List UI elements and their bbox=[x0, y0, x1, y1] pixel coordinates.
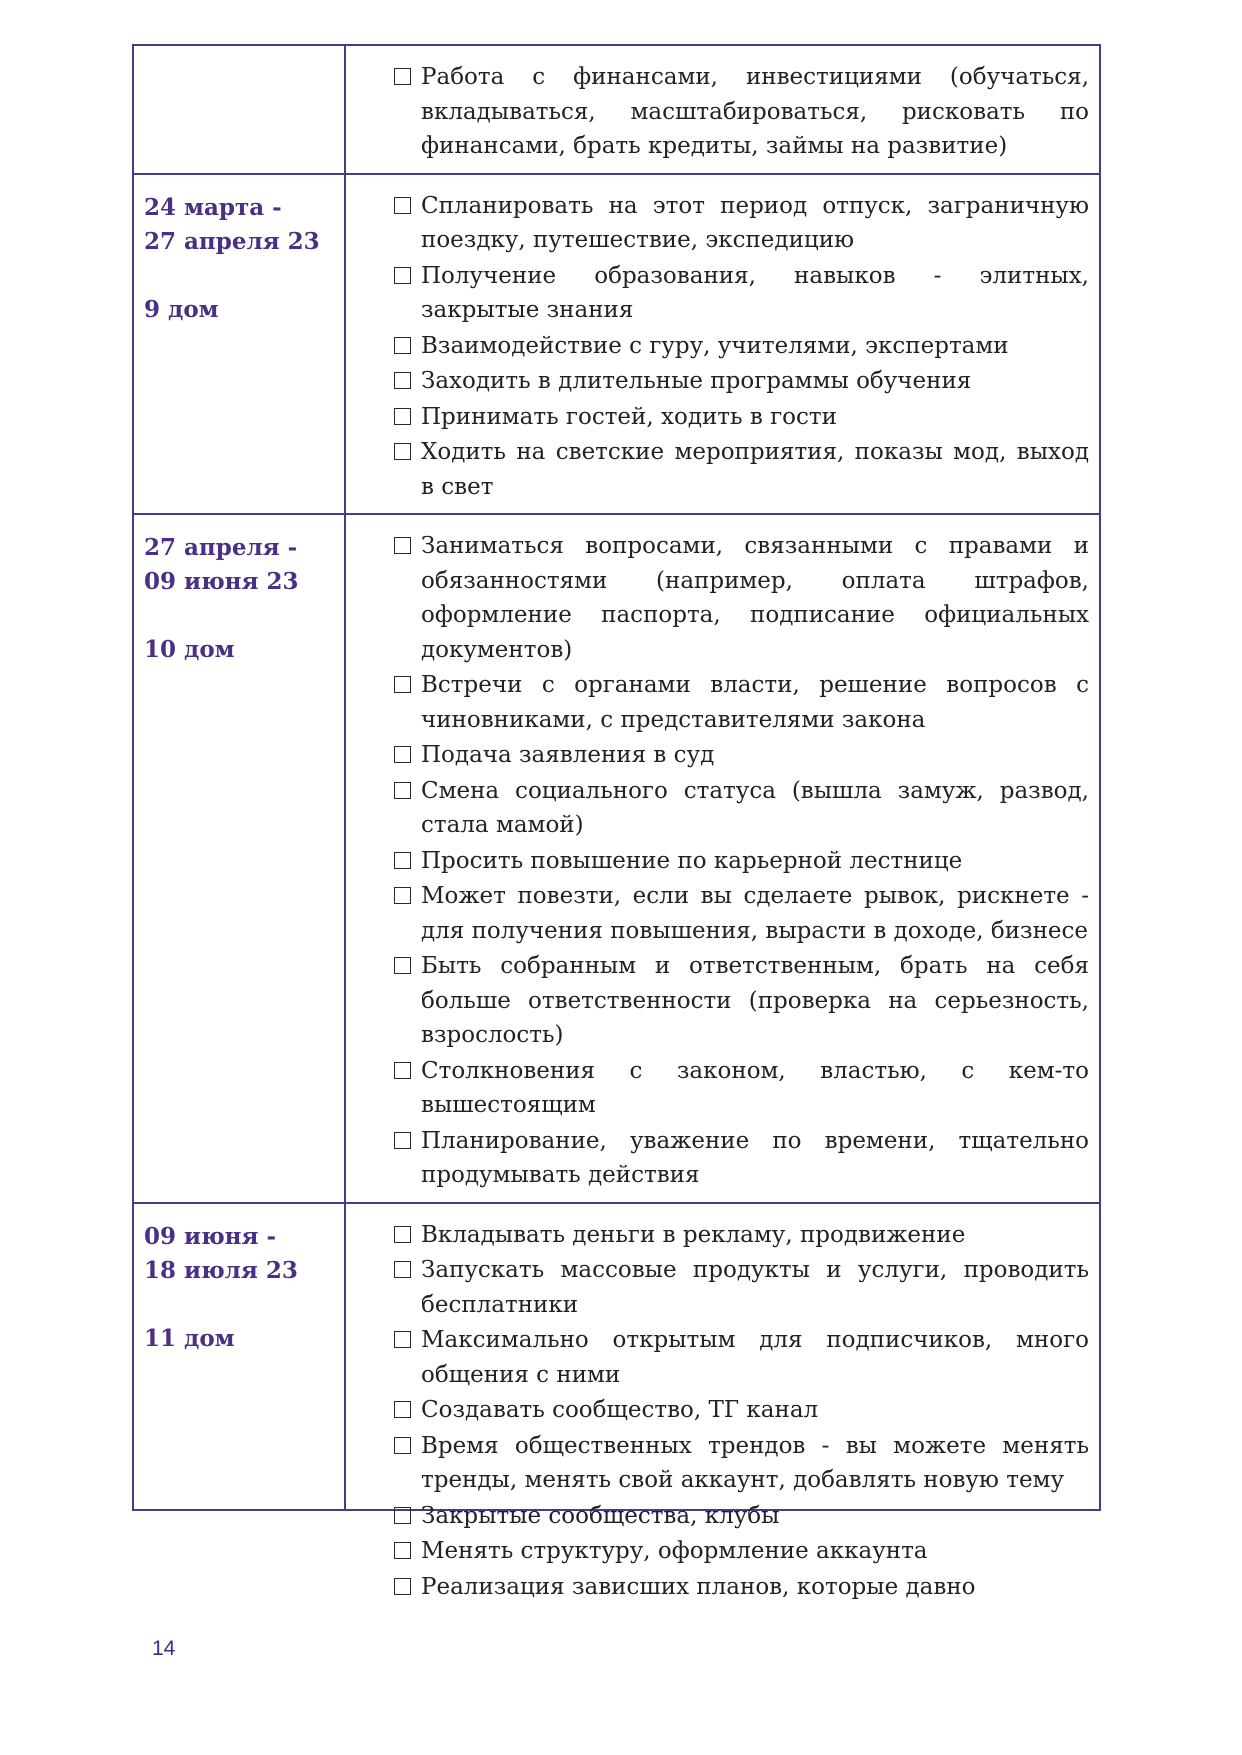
task-text: Спланировать на этот период отпуск, заграничную поездку, путешествие, экспедицию bbox=[421, 192, 1089, 253]
task-item bbox=[394, 774, 1089, 843]
task-text: Быть собранным и ответственным, брать на себя больше ответственности (проверка на серьезность, взрослость) bbox=[421, 953, 1089, 1048]
task-item bbox=[394, 668, 1089, 737]
task-item bbox=[394, 879, 1089, 948]
house-label: 9 дом bbox=[144, 295, 219, 323]
task-item bbox=[394, 529, 1089, 667]
task-text: Получение образования, навыков - элитных, закрытые знания bbox=[421, 262, 1089, 323]
period-start: 09 июня - bbox=[144, 1222, 277, 1250]
schedule-table bbox=[132, 44, 1101, 1600]
checkbox-icon[interactable] bbox=[394, 1261, 411, 1278]
task-item bbox=[394, 1499, 1089, 1534]
task-item bbox=[394, 949, 1089, 1053]
task-item bbox=[394, 738, 1089, 773]
task-text: Планирование, уважение по времени, тщательно продумывать действия bbox=[421, 1127, 1089, 1188]
period-cell bbox=[133, 1203, 345, 1511]
house-label: 10 дом bbox=[144, 636, 235, 663]
checkbox-icon[interactable] bbox=[394, 1226, 411, 1243]
tasks-cell bbox=[345, 514, 1100, 1203]
checkbox-icon[interactable] bbox=[394, 1578, 411, 1595]
task-item bbox=[394, 329, 1089, 364]
task-item bbox=[394, 1218, 1089, 1253]
checkbox-icon[interactable] bbox=[394, 443, 411, 460]
checkbox-icon[interactable] bbox=[394, 1401, 411, 1418]
task-text: Менять структуру, оформление аккаунта bbox=[421, 1538, 928, 1564]
task-item bbox=[394, 1534, 1089, 1569]
checkbox-icon[interactable] bbox=[394, 676, 411, 693]
task-item bbox=[394, 1124, 1089, 1193]
task-item bbox=[394, 60, 1089, 164]
schedule-row bbox=[133, 1203, 1100, 1511]
task-text: Закрытые сообщества, клубы bbox=[421, 1502, 780, 1529]
period-start: 24 марта - bbox=[144, 193, 282, 221]
tasks-cell bbox=[345, 1203, 1100, 1600]
task-item bbox=[394, 189, 1089, 258]
schedule-row bbox=[133, 45, 1100, 174]
task-text: Работа с финансами, инвестициями (обучаться, вкладываться, масштабироваться, рисковать по финансами, брать кредиты, займы на развитие) bbox=[421, 64, 1089, 159]
task-text: Может повезти, если вы сделаете рывок, рискнете - для получения повышения, вырасти в доходе, бизнесе bbox=[421, 883, 1089, 944]
page-number: 14 bbox=[152, 1637, 176, 1660]
task-text: Запускать массовые продукты и услуги, проводить бесплатники bbox=[421, 1257, 1089, 1318]
period-end: 18 июля 23 bbox=[144, 1256, 298, 1284]
period-end: 09 июня 23 bbox=[144, 568, 299, 595]
task-item bbox=[394, 844, 1089, 879]
task-text: Взаимодействие с гуру, учителями, экспертами bbox=[421, 332, 1009, 359]
task-text: Заниматься вопросами, связанными с правами и обязанностями (например, оплата штрафов, оформление паспорта, подписание официальных документов) bbox=[421, 533, 1089, 663]
checkbox-icon[interactable] bbox=[394, 1437, 411, 1454]
period-start: 27 апреля - bbox=[144, 534, 298, 561]
checkbox-icon[interactable] bbox=[394, 337, 411, 354]
task-text: Просить повышение по карьерной лестнице bbox=[421, 847, 963, 874]
task-item bbox=[394, 1323, 1089, 1392]
schedule-row bbox=[133, 174, 1100, 515]
house-label: 11 дом bbox=[144, 1324, 235, 1352]
task-item bbox=[394, 259, 1089, 328]
task-text: Встречи с органами власти, решение вопросов с чиновниками, с представителями закона bbox=[421, 672, 1089, 733]
task-text: Принимать гостей, ходить в гости bbox=[421, 403, 837, 430]
tasks-cell bbox=[345, 45, 1100, 174]
schedule-table-body bbox=[133, 45, 1100, 1600]
checkbox-icon[interactable] bbox=[394, 957, 411, 974]
task-item bbox=[394, 1429, 1089, 1498]
checkbox-icon[interactable] bbox=[394, 1062, 411, 1079]
checkbox-icon[interactable] bbox=[394, 537, 411, 554]
task-text: Вкладывать деньги в рекламу, продвижение bbox=[421, 1221, 966, 1248]
task-text: Столкновения с законом, властью, с кем-то вышестоящим bbox=[421, 1057, 1089, 1118]
period-cell bbox=[133, 45, 345, 174]
checkbox-icon[interactable] bbox=[394, 1542, 411, 1559]
task-item bbox=[394, 1054, 1089, 1123]
task-text: Максимально открытым для подписчиков, много общения с ними bbox=[421, 1327, 1089, 1388]
checkbox-icon[interactable] bbox=[394, 267, 411, 284]
tasks-cell bbox=[345, 174, 1100, 515]
checkbox-icon[interactable] bbox=[394, 68, 411, 85]
task-text: Создавать сообщество, ТГ канал bbox=[421, 1397, 819, 1423]
checkbox-icon[interactable] bbox=[394, 1507, 411, 1524]
task-text: Ходить на светские мероприятия, показы мод, выход в свет bbox=[421, 439, 1089, 500]
task-item bbox=[394, 435, 1089, 504]
period-cell bbox=[133, 174, 345, 515]
task-item bbox=[394, 364, 1089, 399]
period-cell bbox=[133, 514, 345, 1203]
schedule-row bbox=[133, 514, 1100, 1203]
task-item bbox=[394, 1253, 1089, 1322]
checkbox-icon[interactable] bbox=[394, 782, 411, 799]
task-item bbox=[394, 400, 1089, 435]
checkbox-icon[interactable] bbox=[394, 197, 411, 214]
task-text: Заходить в длительные программы обучения bbox=[421, 368, 972, 394]
task-text: Смена социального статуса (вышла замуж, развод, стала мамой) bbox=[421, 777, 1089, 838]
checkbox-icon[interactable] bbox=[394, 408, 411, 425]
task-text: Реализация зависших планов, которые давно bbox=[421, 1573, 976, 1600]
checkbox-icon[interactable] bbox=[394, 1331, 411, 1348]
task-text: Подача заявления в суд bbox=[421, 742, 715, 768]
task-item bbox=[394, 1393, 1089, 1428]
checkbox-icon[interactable] bbox=[394, 372, 411, 389]
task-text: Время общественных трендов - вы можете менять тренды, менять свой аккаунт, добавлять новую тему bbox=[421, 1432, 1089, 1493]
checkbox-icon[interactable] bbox=[394, 746, 411, 763]
task-item bbox=[394, 1570, 1089, 1605]
checkbox-icon[interactable] bbox=[394, 852, 411, 869]
checkbox-icon[interactable] bbox=[394, 1132, 411, 1149]
period-end: 27 апреля 23 bbox=[144, 227, 320, 255]
checkbox-icon[interactable] bbox=[394, 887, 411, 904]
